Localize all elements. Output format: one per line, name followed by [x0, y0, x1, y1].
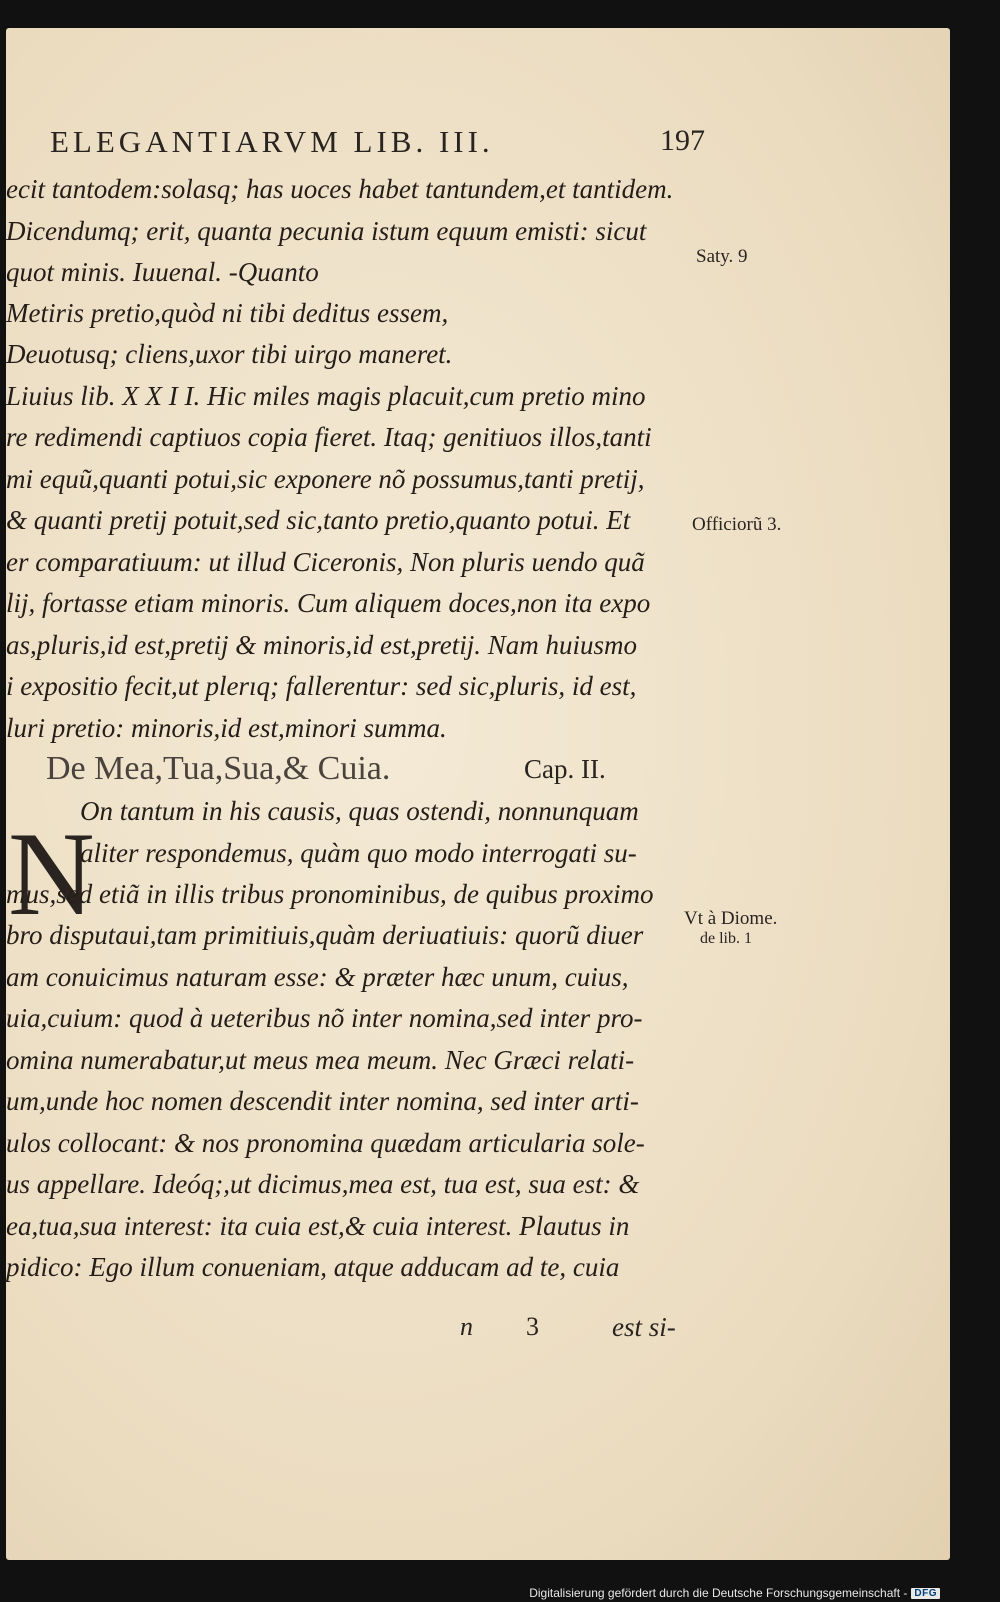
text-line: er comparatiuum: ut illud Ciceronis, Non pluris uendo quã: [6, 547, 645, 577]
running-title: ELEGANTIARVM LIB. III.: [50, 124, 494, 159]
text-line: luri pretio: minoris,id est,minori summa.: [6, 713, 447, 743]
text-line: bro disputaui,tam primitiuis,quàm deriuatiuis: quorũ diuer: [6, 920, 644, 950]
chapter-title: De Mea,Tua,Sua,& Cuia.: [46, 750, 391, 787]
signature-number: 3: [526, 1312, 539, 1341]
text-line: quot minis. Iuuenal. -Quanto: [6, 257, 319, 287]
text-line: Dicendumq; erit, quanta pecunia istum equum emisti: sicut: [6, 216, 647, 246]
text-line: us appellare. Ideóq;,ut dicimus,mea est, tua est, sua est: &: [6, 1169, 640, 1199]
text-line: ea,tua,sua interest: ita cuia est,& cuia interest. Plautus in: [6, 1211, 630, 1241]
text-line: mi equũ,quanti potui,sic exponere nõ possumus,tanti pretij,: [6, 464, 645, 494]
catchword: est si-: [612, 1312, 676, 1342]
book-page: [6, 28, 950, 1560]
text-line: uia,cuium: quod à ueteribus nõ inter nomina,sed inter pro-: [6, 1003, 643, 1033]
signature-mark: [460, 1312, 539, 1342]
text-line: On tantum in his causis, quas ostendi, nonnunquam: [80, 796, 639, 826]
text-line: lij, fortasse etiam minoris. Cum aliquem doces,non ita expo: [6, 588, 651, 618]
signature-letter: n: [460, 1312, 473, 1341]
text-line: as,pluris,id est,pretij & minoris,id est,pretij. Nam huiusmo: [6, 630, 638, 660]
text-line: mus,sed etiã in illis tribus pronominibus, de quibus proximo: [6, 879, 654, 909]
margin-note-satyr: Saty. 9: [696, 246, 748, 267]
chapter-heading: [46, 750, 606, 788]
text-line: Metiris pretio,quòd ni tibi deditus essem,: [6, 298, 449, 328]
page-number: 197: [660, 124, 705, 157]
digitization-credit: [529, 1586, 940, 1600]
running-header: [50, 124, 710, 160]
drop-capital: N: [8, 807, 95, 940]
text-line: re redimendi captiuos copia fieret. Itaq; genitiuos illos,tanti: [6, 422, 652, 452]
text-line: i expositio fecit,ut plerıq; fallerentur: sed sic,pluris, id est,: [6, 671, 637, 701]
margin-note-diomede: Vt à Diome.: [684, 908, 778, 929]
text-line: omina numerabatur,ut meus mea meum. Nec Græci relati-: [6, 1045, 635, 1075]
text-line: ecit tantodem:solasq; has uoces habet tantundem,et tantidem.: [6, 174, 674, 204]
dfg-logo: DFG: [911, 1588, 940, 1599]
margin-note-officiorum: Officiorũ 3.: [692, 514, 782, 535]
chapter-number: Cap. II.: [524, 754, 606, 784]
text-line: Liuius lib. X X I I. Hic miles magis placuit,cum pretio mino: [6, 381, 646, 411]
margin-note-diomede-book: de lib. 1: [700, 930, 752, 947]
text-line: Deuotusq; cliens,uxor tibi uirgo maneret.: [6, 339, 453, 369]
text-line: aliter respondemus, quàm quo modo interrogati su-: [80, 838, 637, 868]
text-line: ulos collocant: & nos pronomina quædam articularia sole-: [6, 1128, 645, 1158]
text-line: & quanti pretij potuit,sed sic,tanto pretio,quanto potui. Et: [6, 505, 631, 535]
text-line: pidico: Ego illum conueniam, atque adducam ad te, cuia: [6, 1252, 620, 1282]
credit-text: Digitalisierung gefördert durch die Deutsche Forschungsgemeinschaft -: [529, 1586, 908, 1600]
text-line: am conuicimus naturam esse: & præter hæc unum, cuius,: [6, 962, 629, 992]
text-line: um,unde hoc nomen descendit inter nomina, sed inter arti-: [6, 1086, 639, 1116]
